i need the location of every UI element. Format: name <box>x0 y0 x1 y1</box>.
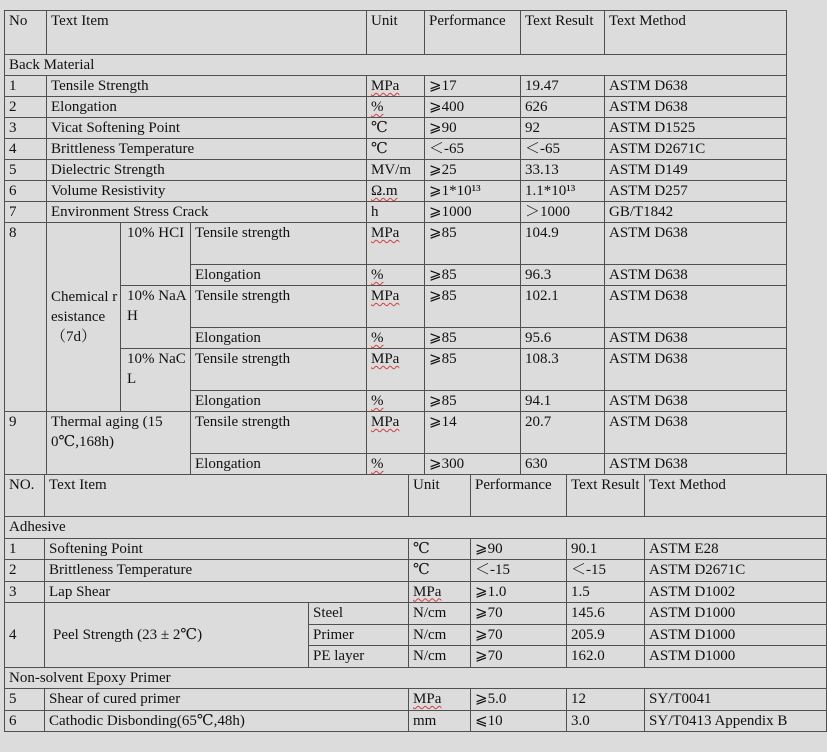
performance: ⩽10 <box>471 710 567 732</box>
performance: ⩾5.0 <box>471 689 567 711</box>
test-method: SY/T0041 <box>645 689 827 711</box>
test-item: Tensile Strength <box>47 76 367 97</box>
test-item: Lap Shear <box>45 581 409 603</box>
test-method: ASTM D1000 <box>645 646 827 668</box>
table-row <box>5 603 827 625</box>
performance: ＜-15 <box>471 560 567 582</box>
unit-cell <box>367 328 425 349</box>
row-number: 9 <box>5 412 47 475</box>
test-method: ASTM D638 <box>605 265 787 286</box>
table-row <box>5 538 827 560</box>
row-number: 2 <box>5 97 47 118</box>
table-row <box>5 139 787 160</box>
unit-text: MPa <box>371 225 400 241</box>
test-method: ASTM D1525 <box>605 118 787 139</box>
unit-text: % <box>371 456 384 472</box>
table-row <box>5 689 827 711</box>
performance: ⩾14 <box>425 412 521 454</box>
unit-cell <box>367 202 425 223</box>
test-method: ASTM D1000 <box>645 624 827 646</box>
row-number: 3 <box>5 118 47 139</box>
test-method: ASTM D638 <box>605 454 787 475</box>
row-number: 5 <box>5 160 47 181</box>
performance: ⩾17 <box>425 76 521 97</box>
unit-text: h <box>371 204 379 220</box>
unit-cell <box>367 181 425 202</box>
unit-text: MPa <box>371 78 400 94</box>
chemical-resistance-label: Chemical resistance（7d） <box>47 223 121 412</box>
substrate: PE layer <box>309 646 409 668</box>
peel-strength-label: Peel Strength (23 ± 2℃) <box>45 603 309 668</box>
unit-text: % <box>371 330 384 346</box>
row-number: 1 <box>5 76 47 97</box>
unit-cell <box>367 139 425 160</box>
section-row <box>5 667 827 689</box>
unit-cell <box>367 412 425 454</box>
performance: ⩾85 <box>425 391 521 412</box>
unit-text: MPa <box>371 288 400 304</box>
test-item: Dielectric Strength <box>47 160 367 181</box>
performance: ⩾85 <box>425 265 521 286</box>
test-method: ASTM D638 <box>605 97 787 118</box>
test-result: 96.3 <box>521 265 605 286</box>
section-title: Non-solvent Epoxy Primer <box>5 667 827 689</box>
unit-cell: N/cm <box>409 603 471 625</box>
test-result: 162.0 <box>567 646 645 668</box>
test-item: Environment Stress Crack <box>47 202 367 223</box>
test-method: ASTM D638 <box>605 349 787 391</box>
header-item: Text Item <box>47 11 367 55</box>
table-row <box>5 181 787 202</box>
performance: ⩾70 <box>471 603 567 625</box>
unit-text: mm <box>413 712 437 729</box>
chemical-medium: 10% HCI <box>121 223 191 286</box>
property: Elongation <box>191 454 367 475</box>
performance: ⩾85 <box>425 286 521 328</box>
performance: ＜-65 <box>425 139 521 160</box>
test-method: ASTM D2671C <box>605 139 787 160</box>
test-item: Volume Resistivity <box>47 181 367 202</box>
unit-text: ℃ <box>371 120 388 136</box>
unit-cell <box>367 97 425 118</box>
performance: ⩾70 <box>471 646 567 668</box>
unit-cell: N/cm <box>409 624 471 646</box>
property: Elongation <box>191 391 367 412</box>
unit-cell <box>367 265 425 286</box>
row-number: 2 <box>5 560 45 582</box>
header-method: Text Method <box>645 475 827 517</box>
unit-text: ℃ <box>371 141 388 157</box>
unit-cell <box>409 560 471 582</box>
table-row <box>5 223 787 265</box>
test-result: 12 <box>567 689 645 711</box>
unit-text: MPa <box>371 351 400 367</box>
test-method: ASTM D638 <box>605 328 787 349</box>
unit-cell <box>367 118 425 139</box>
property: Elongation <box>191 265 367 286</box>
performance: ⩾25 <box>425 160 521 181</box>
table-row <box>5 349 787 391</box>
test-result: 3.0 <box>567 710 645 732</box>
unit-cell <box>367 391 425 412</box>
table-row <box>5 160 787 181</box>
unit-text: % <box>371 393 384 409</box>
row-number: 4 <box>5 139 47 160</box>
performance: ⩾90 <box>425 118 521 139</box>
row-number: 3 <box>5 581 45 603</box>
table-header-row <box>5 11 787 55</box>
table-header-row <box>5 475 827 517</box>
test-method: ASTM D638 <box>605 223 787 265</box>
header-result: Text Result <box>521 11 605 55</box>
test-result: 33.13 <box>521 160 605 181</box>
unit-text: MPa <box>371 414 400 430</box>
table-row <box>5 286 787 328</box>
test-method: GB/T1842 <box>605 202 787 223</box>
row-number: 6 <box>5 181 47 202</box>
test-item: Cathodic Disbonding(65℃,48h) <box>45 710 409 732</box>
test-result: 104.9 <box>521 223 605 265</box>
test-method: ASTM D149 <box>605 160 787 181</box>
unit-text: MPa <box>413 583 442 600</box>
substrate: Primer <box>309 624 409 646</box>
performance: ⩾70 <box>471 624 567 646</box>
header-no: NO. <box>5 475 45 517</box>
header-item: Text Item <box>45 475 409 517</box>
table-row <box>5 118 787 139</box>
table-row <box>5 76 787 97</box>
row-number: 8 <box>5 223 47 412</box>
test-result: 1.5 <box>567 581 645 603</box>
property: Elongation <box>191 328 367 349</box>
spec-sheet <box>4 10 788 732</box>
test-result: 145.6 <box>567 603 645 625</box>
header-no: No <box>5 11 47 55</box>
header-method: Text Method <box>605 11 787 55</box>
unit-text: Ω.m <box>371 183 398 199</box>
test-result: 205.9 <box>567 624 645 646</box>
unit-cell <box>409 581 471 603</box>
test-method: ASTM D638 <box>605 286 787 328</box>
test-result: 626 <box>521 97 605 118</box>
test-item: Elongation <box>47 97 367 118</box>
unit-cell <box>367 76 425 97</box>
performance: ⩾1000 <box>425 202 521 223</box>
unit-cell <box>409 538 471 560</box>
unit-cell <box>409 689 471 711</box>
test-method: SY/T0413 Appendix B <box>645 710 827 732</box>
unit-cell: N/cm <box>409 646 471 668</box>
row-number: 5 <box>5 689 45 711</box>
test-method: ASTM D638 <box>605 76 787 97</box>
row-number: 6 <box>5 710 45 732</box>
test-result: 102.1 <box>521 286 605 328</box>
test-result: 20.7 <box>521 412 605 454</box>
test-item: Vicat Softening Point <box>47 118 367 139</box>
header-performance: Performance <box>425 11 521 55</box>
unit-text: ℃ <box>413 562 430 578</box>
performance: ⩾90 <box>471 538 567 560</box>
section-row <box>5 517 827 539</box>
test-result: 19.47 <box>521 76 605 97</box>
chemical-medium: 10% NaAH <box>121 286 191 349</box>
chemical-medium: 10% NaCL <box>121 349 191 412</box>
unit-text: MPa <box>413 691 442 707</box>
table-row <box>5 581 827 603</box>
test-method: ASTM D1002 <box>645 581 827 603</box>
test-result: ＜-15 <box>567 560 645 582</box>
property: Tensile strength <box>191 223 367 265</box>
thermal-aging-label: Thermal aging (150℃,168h) <box>47 412 191 475</box>
table-row <box>5 97 787 118</box>
test-item: Brittleness Temperature <box>45 560 409 582</box>
unit-cell <box>367 454 425 475</box>
test-method: ASTM D638 <box>605 412 787 454</box>
section-row <box>5 55 787 76</box>
performance: ⩾85 <box>425 328 521 349</box>
unit-cell <box>367 286 425 328</box>
performance: ⩾400 <box>425 97 521 118</box>
back-material-table <box>4 10 787 475</box>
test-result: ＜-65 <box>521 139 605 160</box>
unit-text: MV/m <box>371 162 412 178</box>
table-row <box>5 560 827 582</box>
unit-cell <box>367 349 425 391</box>
performance: ⩾1*10¹³ <box>425 181 521 202</box>
unit-text: % <box>371 267 384 283</box>
table-row <box>5 710 827 732</box>
row-number: 1 <box>5 538 45 560</box>
test-result: 630 <box>521 454 605 475</box>
test-method: ASTM D1000 <box>645 603 827 625</box>
test-method: ASTM D638 <box>605 391 787 412</box>
property: Tensile strength <box>191 349 367 391</box>
substrate: Steel <box>309 603 409 625</box>
test-result: 95.6 <box>521 328 605 349</box>
performance: ⩾1.0 <box>471 581 567 603</box>
section-title: Back Material <box>5 55 787 76</box>
unit-cell <box>367 160 425 181</box>
section-title: Adhesive <box>5 517 827 539</box>
test-method: ASTM D257 <box>605 181 787 202</box>
test-method: ASTM D2671C <box>645 560 827 582</box>
performance: ⩾85 <box>425 223 521 265</box>
test-method: ASTM E28 <box>645 538 827 560</box>
test-item: Softening Point <box>45 538 409 560</box>
test-item: Brittleness Temperature <box>47 139 367 160</box>
property: Tensile strength <box>191 286 367 328</box>
test-result: 1.1*10¹³ <box>521 181 605 202</box>
test-result: ＞1000 <box>521 202 605 223</box>
header-unit: Unit <box>367 11 425 55</box>
adhesive-table <box>4 474 827 732</box>
unit-text: ℃ <box>413 540 430 557</box>
performance: ⩾300 <box>425 454 521 475</box>
test-item: Shear of cured primer <box>45 689 409 711</box>
header-performance: Performance <box>471 475 567 517</box>
unit-text: % <box>371 99 384 115</box>
row-number: 4 <box>5 603 45 668</box>
test-result: 92 <box>521 118 605 139</box>
unit-cell <box>367 223 425 265</box>
header-unit: Unit <box>409 475 471 517</box>
table-row <box>5 412 787 454</box>
test-result: 90.1 <box>567 538 645 560</box>
unit-cell <box>409 710 471 732</box>
table-row <box>5 202 787 223</box>
test-result: 108.3 <box>521 349 605 391</box>
header-result: Text Result <box>567 475 645 517</box>
performance: ⩾85 <box>425 349 521 391</box>
row-number: 7 <box>5 202 47 223</box>
test-result: 94.1 <box>521 391 605 412</box>
property: Tensile strength <box>191 412 367 454</box>
